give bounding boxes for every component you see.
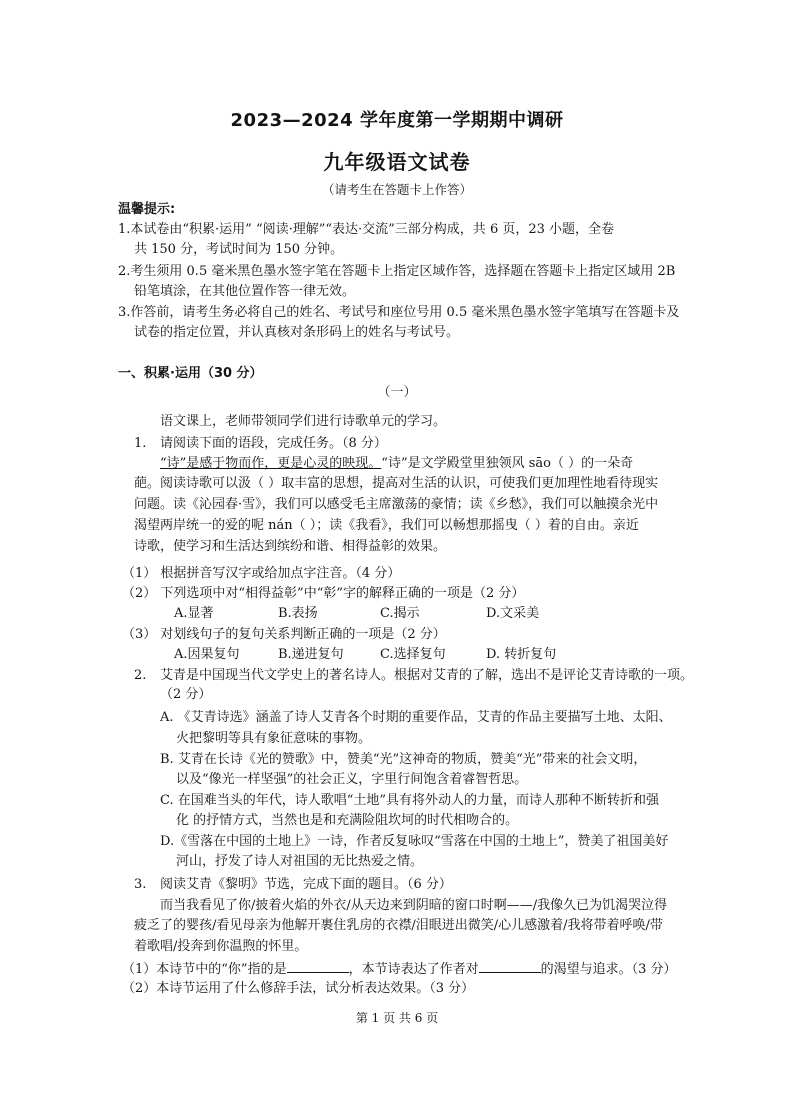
page-footer: 第 1 页 共 6 页 [355, 1011, 439, 1025]
q3-label: 3. [134, 877, 147, 892]
tip-1-line2: 共 150 分，考试时间为 150 分钟。 [134, 242, 344, 257]
q1-sub1: （1） 根据拼音写汉字或给加点字注音。（4 分） [122, 566, 401, 581]
q1-passage-line5: 诗歌，使学习和生活达到缤纷和谐、相得益彰的效果。 [134, 539, 447, 554]
q2-option-d-line2: 河山，抒发了诗人对祖国的无比热爱之情。 [176, 854, 424, 869]
underlined-sentence: “诗”是感于物而作，更是心灵的映现。 [160, 456, 382, 471]
q3-poem-line3: 着歌唱/投奔到你温煦的怀里。 [134, 939, 308, 954]
q1-passage-line2: 葩。阅读诗歌可以汲（ ）取丰富的思想，提高对生活的认识，可使我们更加理性地看待现实 [134, 476, 659, 491]
q1-sub2-option-c: C.揭示 [380, 606, 420, 621]
answer-note: （请考生在答题卡上作答） [321, 182, 472, 197]
q3-text: 阅读艾青《黎明》节选，完成下面的题目。（6 分） [160, 877, 452, 892]
intro-text: 语文课上，老师带领同学们进行诗歌单元的学习。 [160, 414, 447, 429]
answer-blank-1[interactable] [287, 960, 349, 973]
q2-option-a-line1: A. 《艾青诗选》涵盖了诗人艾青各个时期的重要作品，艾青的作品主要描写土地、太阳、 [160, 710, 672, 725]
q1-sub2-option-b: B.表扬 [278, 606, 318, 621]
passage-line1-rest: “诗”是文学殿堂里独领风 sāo（ ）的一朵奇 [381, 456, 634, 471]
q1-sub2: （2） 下列选项中对“相得益彰”中“彰”字的解释正确的一项是（2 分） [122, 586, 525, 601]
q1-sub3: （3） 对划线句子的复句关系判断正确的一项是（2 分） [122, 627, 446, 642]
q1-sub3-option-d: D. 转折复句 [486, 647, 557, 662]
q1-sub3-option-b: B.递进复句 [278, 647, 344, 662]
tip-2-line2: 铅笔填涂，在其他位置作答一律无效。 [134, 284, 356, 299]
tip-2-line1: 2.考生须用 0.5 毫米黑色墨水签字笔在答题卡上指定区域作答，选择题在答题卡上指定区域用 2B [118, 264, 676, 279]
q1-sub2-option-d: D.文采美 [486, 606, 540, 621]
q2-option-a-line2: 火把黎明等具有象征意味的事物。 [176, 731, 372, 746]
q3-sub1-part1: （1）本诗节中的“你”指的是 [122, 962, 287, 977]
q1-label: 1. [134, 436, 147, 451]
q1-text: 请阅读下面的语段，完成任务。（8 分） [160, 436, 387, 451]
q2-label: 2. [134, 668, 147, 683]
q2-option-c-line2: 化 的抒情方式，当然也是和充满险阻坎坷的时代相吻合的。 [176, 813, 519, 828]
q1-sub2-option-a: A.显著 [174, 606, 214, 621]
tips-heading: 温馨提示: [118, 202, 176, 217]
q3-poem-line1: 而当我看见了你/披着火焰的外衣/从天边来到阴暗的窗口时啊——/我像久已为饥渴哭泣得 [160, 898, 668, 913]
exam-subtitle: 九年级语文试卷 [323, 150, 471, 174]
q3-sub1 [122, 960, 677, 978]
q1-passage-line1 [160, 456, 633, 472]
tip-3-line1: 3.作答前，请考生务必将自己的姓名、考试号和座位号用 0.5 毫米黑色墨水签字笔填写在答题卡及 [118, 305, 680, 320]
q3-sub1-part3: 的渴望与追求。（3 分） [540, 962, 677, 977]
q1-passage-line4: 渴望两岸统一的爱的呢 nán（ ）；读《我看》，我们可以畅想那摇曳（ ）着的自由。亲近 [134, 518, 639, 533]
tip-3-line2: 试卷的指定位置，并认真核对条形码上的姓名与考试号。 [134, 325, 460, 340]
q3-poem-line2: 疲乏了的婴孩/看见母亲为他解开裹住乳房的衣襟/泪眼迸出微笑/心儿感激着/我将带着呼唤/带 [134, 918, 663, 933]
part-label: （一） [377, 385, 417, 400]
exam-title: 2023—2024 学年度第一学期期中调研 [230, 110, 564, 131]
q2-option-d-line1: D.《雪落在中国的土地上》一诗，作者反复咏叹“雪落在中国的土地上”，赞美了祖国美好 [160, 834, 669, 849]
q3-sub2: （2）本诗节运用了什么修辞手法，试分析表达效果。（3 分） [122, 981, 475, 996]
q2-option-b-line1: B. 艾青在长诗《光的赞歌》中，赞美“光”这神奇的物质，赞美“光”带来的社会文明， [160, 752, 647, 767]
q2-stem-line1: 艾青是中国现当代文学史上的著名诗人。根据对艾青的了解，选出不是评论艾青诗歌的一项。 [160, 668, 694, 683]
q2-option-c-line1: C. 在国难当头的年代，诗人歌唱“土地”具有将外动人的力量，而诗人那种不断转折和强 [160, 793, 660, 808]
q2-option-b-line2: 以及“像光一样坚强”的社会正义，字里行间饱含着睿智哲思。 [176, 772, 528, 787]
q2-stem-line2: （2 分） [160, 687, 212, 702]
tip-1-line1: 1.本试卷由“积累·运用” “阅读·理解”“表达·交流”三部分构成，共 6 页，23 小题，全卷 [118, 222, 615, 237]
answer-blank-2[interactable] [479, 960, 541, 973]
q3-sub1-part2: ，本节诗表达了作者对 [348, 962, 479, 977]
section-heading: 一、积累·运用（30 分） [118, 366, 263, 381]
q1-passage-line3: 问题。读《沁园春·雪》，我们可以感受毛主席激荡的豪情；读《乡愁》，我们可以触摸余光中 [134, 497, 659, 512]
q1-sub3-option-a: A.因果复句 [174, 647, 240, 662]
q1-sub3-option-c: C.选择复句 [380, 647, 446, 662]
